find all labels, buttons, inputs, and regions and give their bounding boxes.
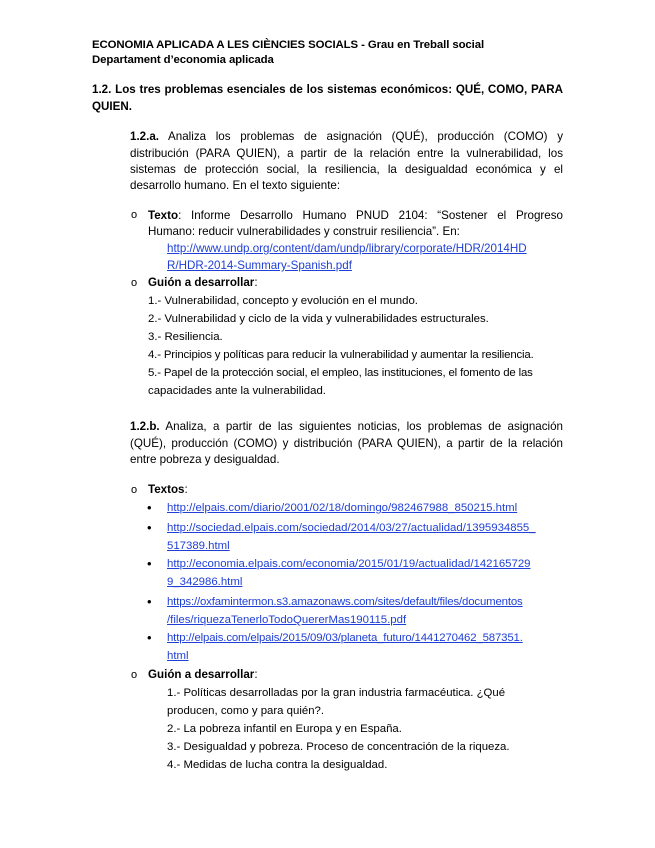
guion-a-heading: [148, 274, 258, 292]
sub-b-line-3: entre pobreza y desigualdad.: [130, 453, 280, 466]
news-link-2[interactable]: http://sociedad.elpais.com/sociedad/2014/03/27/actualidad/1395934855_: [167, 522, 536, 534]
guion-b-item-1-cont: producen, como y para quién?.: [167, 705, 325, 717]
sub-b-line-1: [130, 418, 563, 436]
textos-heading: [148, 481, 188, 499]
guion-a-colon: :: [254, 276, 258, 289]
guion-b-label: Guión a desarrollar: [148, 668, 255, 681]
guion-a-item-3: 3.- Resiliencia.: [148, 331, 223, 343]
texto-label: Texto: [148, 209, 179, 222]
guion-a-item-5-cont: capacidades ante la vulnerabilidad.: [148, 385, 326, 397]
bullet-dot-icon: •: [147, 520, 152, 535]
texto-line-2: Humano: reducir vulnerabilidades y construir resiliencia”. En:: [148, 225, 460, 238]
guion-b-heading: [148, 666, 258, 684]
sub-a-line-4: desarrollo humano. En el texto siguiente:: [130, 179, 341, 192]
bullet-dot-icon: •: [147, 630, 152, 645]
department-title: Departament d’economia aplicada: [92, 54, 274, 66]
sub-b-text-1: Analiza, a partir de las siguientes noticias, los problemas de asignación: [165, 420, 563, 433]
bullet-dot-icon: •: [147, 500, 152, 515]
hollow-bullet-icon: o: [131, 277, 138, 289]
undp-link-line-2[interactable]: R/HDR-2014-Summary-Spanish.pdf: [167, 259, 352, 272]
bullet-dot-icon: •: [147, 556, 152, 571]
guion-b-colon: :: [254, 668, 258, 681]
guion-a-label: Guión a desarrollar: [148, 276, 255, 289]
guion-b-item-2: 2.- La pobreza infantil en Europa y en España.: [167, 723, 402, 735]
guion-a-item-1: 1.- Vulnerabilidad, concepto y evolución en el mundo.: [148, 295, 418, 307]
news-link-4-cont[interactable]: /files/riquezaTenerloTodoQuererMas190115.pdf: [167, 614, 407, 626]
sub-b-line-2: (QUÉ), producción (COMO) y distribución (PARA QUIEN), a partir de la relación: [130, 437, 563, 450]
hollow-bullet-icon: o: [131, 209, 138, 221]
sub-a-line-3: sistemas de protección social, la resiliencia, la desigualdad económica y el: [130, 163, 563, 176]
sub-a-text-1: Analiza los problemas de asignación (QUÉ), producción (COMO) y: [168, 130, 563, 143]
news-link-3-cont[interactable]: 9_342986.html: [167, 576, 243, 588]
news-link-3[interactable]: http://economia.elpais.com/economia/2015/01/19/actualidad/142165729: [167, 558, 531, 570]
course-title: ECONOMIA APLICADA A LES CIÈNCIES SOCIALS - Grau en Treball social: [92, 39, 485, 51]
texto-text-1: : Informe Desarrollo Humano PNUD 2104: “Sostener el Progreso: [178, 209, 563, 222]
guion-b-item-4: 4.- Medidas de lucha contra la desigualdad.: [167, 759, 388, 771]
undp-link-line-1[interactable]: http://www.undp.org/content/dam/undp/library/corporate/HDR/2014HD: [167, 242, 527, 255]
guion-a-item-2: 2.- Vulnerabilidad y ciclo de la vida y vulnerabilidades estructurales.: [148, 313, 489, 325]
sub-a-line-1: [130, 128, 563, 146]
news-link-5-cont[interactable]: html: [167, 650, 189, 662]
sub-a-line-2: distribución (PARA QUIEN), a partir de la relación entre la vulnerabilidad, los: [130, 147, 563, 160]
guion-a-item-4: 4.- Principios y políticas para reducir la vulnerabilidad y aumentar la resiliencia.: [148, 349, 534, 361]
guion-b-item-3: 3.- Desigualdad y pobreza. Proceso de concentración de la riqueza.: [167, 741, 510, 753]
news-link-1[interactable]: http://elpais.com/diario/2001/02/18/domingo/982467988_850215.html: [167, 502, 518, 514]
bullet-dot-icon: •: [147, 594, 152, 609]
guion-a-item-5: 5.- Papel de la protección social, el empleo, las instituciones, el fomento de las: [148, 367, 533, 379]
sub-b-label: 1.2.b.: [130, 420, 160, 433]
textos-colon: :: [184, 483, 188, 496]
news-link-4[interactable]: https://oxfamintermon.s3.amazonaws.com/sites/default/files/documentos: [167, 596, 523, 608]
hollow-bullet-icon: o: [131, 669, 138, 681]
sub-a-label: 1.2.a.: [130, 130, 160, 143]
section-heading: [92, 81, 563, 99]
guion-b-item-1: 1.- Políticas desarrolladas por la gran industria farmacéutica. ¿Qué: [167, 687, 506, 699]
hollow-bullet-icon: o: [131, 484, 138, 496]
section-title-part2: QUIEN.: [92, 100, 132, 113]
news-link-2-cont[interactable]: 517389.html: [167, 540, 230, 552]
textos-label: Textos: [148, 483, 185, 496]
section-number: 1.2.: [92, 83, 112, 96]
news-link-5[interactable]: http://elpais.com/elpais/2015/09/03/planeta_futuro/1441270462_587351.: [167, 632, 523, 644]
section-title-part1: Los tres problemas esenciales de los sistemas económicos: QUÉ, COMO, PARA: [115, 83, 563, 96]
